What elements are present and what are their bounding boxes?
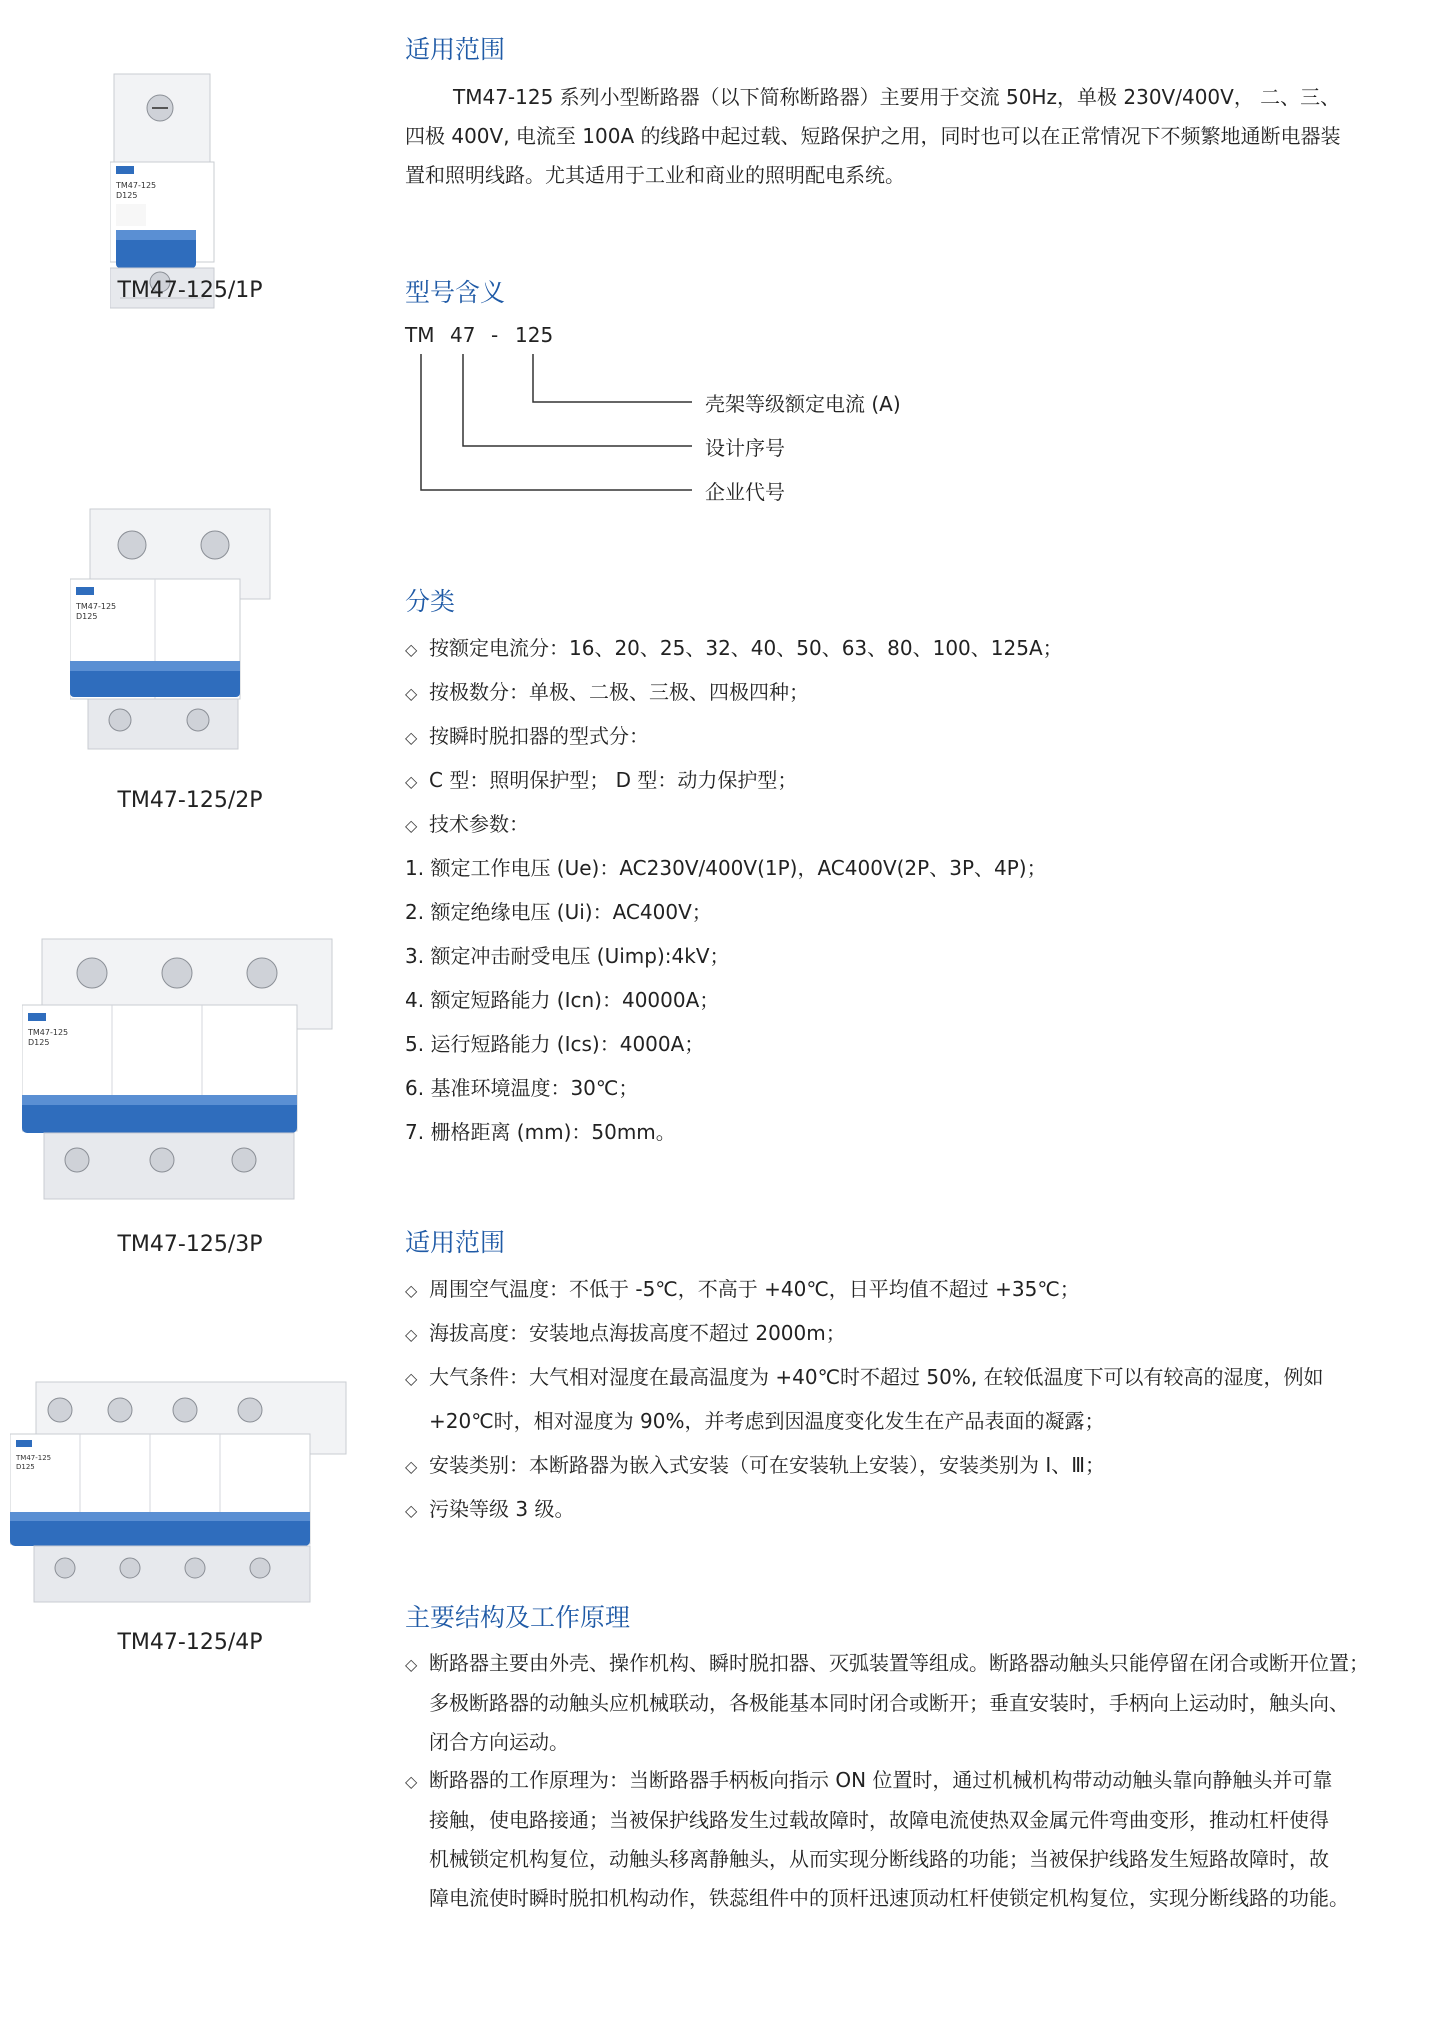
tech-param-6: 6. 基准环境温度：30℃； [405,1076,639,1100]
tech-param-1: 1. 额定工作电压 (Ue)：AC230V/400V(1P)，AC400V(2P、3P、4P)； [405,856,1047,880]
principle-line-2: 接触，使电路接通；当被保护线路发生过载故障时，故障电流使热双金属元件弯曲变形，推动杠杆使得 [429,1808,1329,1832]
model-code-tm: TM [405,323,435,347]
structure-line-3: 闭合方向运动。 [429,1730,569,1754]
product-caption-1p: TM47-125/1P [117,278,263,303]
diamond-bullet-icon: ◇ [405,772,418,791]
principle-line-1: 断路器的工作原理为：当断路器手柄板向指示 ON 位置时，通过机械机构带动动触头靠向静触头并可靠 [429,1768,1333,1792]
diamond-bullet-icon: ◇ [405,1772,418,1791]
section-title-classification: 分类 [405,587,456,616]
breaker-3p-image [22,935,342,1205]
model-legend-frame-current: 壳架等级额定电流 (A) [705,392,901,416]
diamond-bullet-icon: ◇ [405,1655,418,1674]
classification-bullet-1: ◇ 按额定电流分：16、20、25、32、40、50、63、80、100、125A； [405,636,1063,660]
breaker-2p-image [70,505,290,755]
section-title-scope: 适用范围 [405,35,506,64]
product-caption-3p: TM47-125/3P [117,1232,263,1257]
model-code-bracket-lines [405,348,705,498]
condition-bullet-1: ◇ 周围空气温度：不低于 -5℃，不高于 +40℃，日平均值不超过 +35℃； [405,1277,1080,1301]
diamond-bullet-icon: ◇ [405,1369,418,1388]
principle-line-4: 障电流使时瞬时脱扣机构动作，铁蕊组件中的顶杆迅速顶动杠杆使锁定机构复位，实现分断线路的功能。 [429,1886,1349,1910]
scope-line-2: 四极 400V, 电流至 100A 的线路中起过载、短路保护之用，同时也可以在正常情况下不频繁地通断电器装 [405,124,1341,148]
diamond-bullet-icon: ◇ [405,1325,418,1344]
condition-bullet-5: ◇ 污染等级 3 级。 [405,1497,575,1521]
label-model-3p: TM47-125 [28,1028,69,1037]
tech-param-7: 7. 栅格距离 (mm)：50mm。 [405,1120,676,1144]
structure-line-1: 断路器主要由外壳、操作机构、瞬时脱扣器、灭弧装置等组成。断路器动触头只能停留在闭合或断开位置； [429,1651,1369,1675]
label-rating-2p: D125 [76,612,98,621]
product-caption-4p: TM47-125/4P [117,1630,263,1655]
model-code-dash: - [491,323,499,347]
diamond-bullet-icon: ◇ [405,728,418,747]
structure-line-2: 多极断路器的动触头应机械联动，各极能基本同时闭合或断开；垂直安装时，手柄向上运动时，触头向、 [429,1691,1349,1715]
scope-paragraph [405,78,1425,195]
section-title-model-meaning: 型号含义 [405,278,506,307]
diamond-bullet-icon: ◇ [405,1281,418,1300]
scope-line-3: 置和照明线路。尤其适用于工业和商业的照明配电系统。 [405,163,905,187]
model-legend-company-code: 企业代号 [705,480,785,504]
diamond-bullet-icon: ◇ [405,1501,418,1520]
tech-param-4: 4. 额定短路能力 (Icn)：40000A； [405,988,720,1012]
label-model-1p: TM47-125 [116,181,157,190]
model-code-47: 47 [450,323,476,347]
label-rating-1p: D125 [116,191,138,200]
scope-line-1: TM47-125 系列小型断路器（以下简称断路器）主要用于交流 50Hz，单极 230V/400V， 二、三、 [453,85,1341,109]
tech-param-3: 3. 额定冲击耐受电压 (Uimp):4kV； [405,944,730,968]
classification-bullet-3: ◇ 按瞬时脱扣器的型式分： [405,724,649,748]
principle-paragraph [405,1761,1425,1918]
condition-bullet-3: ◇ 大气条件：大气相对湿度在最高温度为 +40℃时不超过 50%, 在较低温度下可以有较高的湿度，例如 [405,1365,1324,1389]
diamond-bullet-icon: ◇ [405,640,418,659]
label-rating-4p: D125 [16,1463,35,1471]
principle-line-3: 机械锁定机构复位，动触头移离静触头，从而实现分断线路的功能；当被保护线路发生短路故障时，故 [429,1847,1329,1871]
label-model-4p: TM47-125 [16,1454,52,1462]
condition-bullet-4: ◇ 安装类别：本断路器为嵌入式安装（可在安装轨上安装），安装类别为 Ⅰ、Ⅲ； [405,1453,1106,1477]
classification-bullet-5: ◇ 技术参数： [405,812,529,836]
label-model-2p: TM47-125 [76,602,117,611]
tech-param-5: 5. 运行短路能力 (Ics)：4000A； [405,1032,705,1056]
classification-bullet-4: ◇ C 型：照明保护型； D 型：动力保护型； [405,768,798,792]
diamond-bullet-icon: ◇ [405,684,418,703]
tech-param-2: 2. 额定绝缘电压 (Ui)：AC400V； [405,900,712,924]
breaker-1p-image [110,70,220,310]
model-code-125: 125 [515,323,554,347]
label-rating-3p: D125 [28,1038,50,1047]
classification-bullet-2: ◇ 按极数分：单极、二极、三极、四极四种； [405,680,809,704]
condition-bullet-3-cont: +20℃时，相对湿度为 90%，并考虑到因温度变化发生在产品表面的凝露； [429,1409,1105,1433]
condition-bullet-2: ◇ 海拔高度：安装地点海拔高度不超过 2000m； [405,1321,846,1345]
product-column [0,0,380,2019]
structure-paragraph [405,1644,1425,1762]
section-title-conditions: 适用范围 [405,1228,506,1257]
diamond-bullet-icon: ◇ [405,816,418,835]
product-caption-2p: TM47-125/2P [117,788,263,813]
model-legend-design-number: 设计序号 [705,436,785,460]
breaker-4p-image [10,1378,350,1608]
diamond-bullet-icon: ◇ [405,1457,418,1476]
section-title-structure: 主要结构及工作原理 [405,1603,631,1632]
